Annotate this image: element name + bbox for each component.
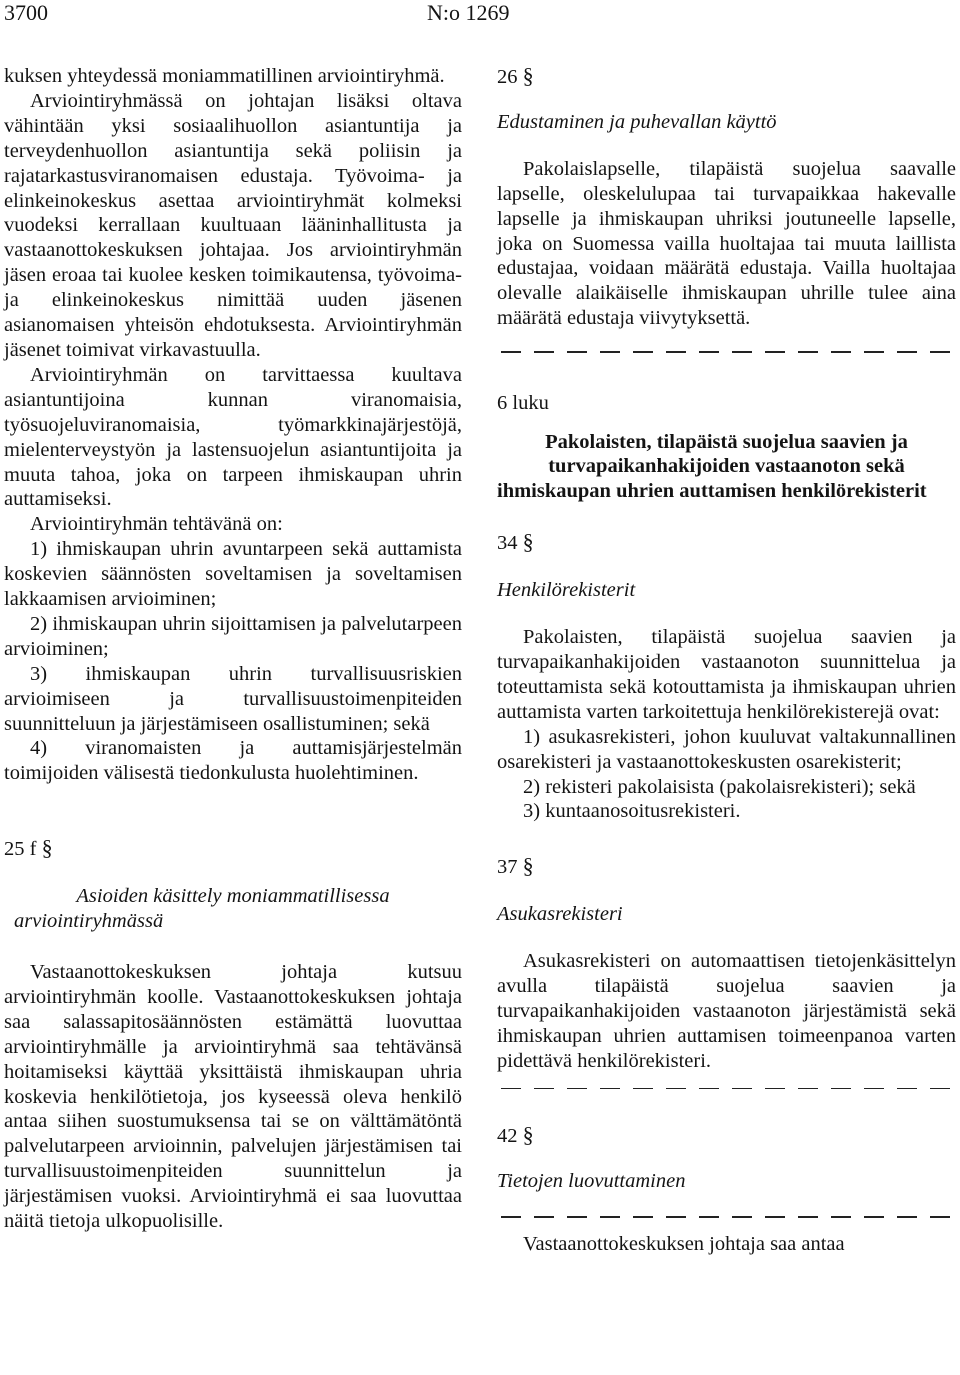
section-heading [497, 1123, 956, 1149]
list-item: 3) kuntaanosoitusrekisteri. [523, 800, 741, 823]
section-title: Henkilörekisterit [497, 579, 636, 602]
section-sign: § [522, 853, 534, 879]
section-sign: § [41, 835, 53, 861]
paragraph: Arviointiryhmässä on johtajan lisäksi oltava vähintään yksi sosiaalihuollon asiantuntija ja terveydenhuollon asiantuntija sekä poliisin ja rajatarkastusviranomaisen edustaja. Työvoima- ja elinkeinokeskus asettaa arviointiryhmät kolmeksi vuodeksi kerrallaan kuultuaan lääninhallitusta ja vastaanottokeskuksen johtajaa. Jos arviointiryhmän jäsen eroaa tai kuolee kesken toimikautensa, työvoima- ja elinkeinokeskus nimittää uuden jäsenen asianomaisen yhteisön ehdotuksesta. Arviointiryhmän jäsenet toimivat virkavastuulla. [4, 89, 462, 361]
section-title: Edustaminen ja puhevallan käyttö [497, 110, 777, 133]
section-number: 25 f [4, 838, 37, 861]
section-title: Asioiden käsittely moniammatillisessa arviointiryhmässä [14, 885, 390, 933]
chapter-title: Pakolaisten, tilapäistä suojelua saavien ja turvapaikanhakijoiden vastaanoton sekä ihmiskaupan uhrien auttamisen henkilörekisterit [497, 430, 927, 503]
paragraph: kuksen yhteydessä moniammatillinen arviointiryhmä. [4, 65, 445, 87]
list-item: 1) asukasrekisteri, johon kuuluvat valtakunnallinen osarekisteri ja vastaanottokeskusten osarekisterit; [497, 725, 956, 773]
paragraph: Vastaanottokeskuksen johtaja saa antaa [523, 1232, 845, 1255]
page-number: 3700 [4, 0, 48, 25]
section-title: Asukasrekisteri [497, 903, 623, 926]
paragraph: Vastaanottokeskuksen johtaja kutsuu arviointiryhmän koolle. Vastaanottokeskuksen johtaja saa salassapitosäännösten estämättä luovuttaa arviointiryhmälle ja arviointiryhmä saa tehtävänsä hoitamiseksi käyttää yksittäistä ihmiskaupan uhria koskevia henkilötietoja, jos kyseessä oleva henkilö antaa siihen suostumuksensa tai se on välttämätöntä palvelutarpeen arvioinnin, palvelujen järjestämisen tai turvallisuustoimenpiteiden suunnittelun ja järjestämisen vuoksi. Arviointiryhmä ei saa luovuttaa näitä tietoja ulkopuolisille. [4, 961, 462, 1233]
paragraph: Pakolaisten, tilapäistä suojelua saavien ja turvapaikanhakijoiden vastaanoton suunnittelua ja toteuttamista sekä kotouttamista ja ihmiskaupan uhrien auttamista varten tarkoitettuja henkilörekisterejä ovat: [497, 626, 956, 723]
omission-dashes [497, 1088, 956, 1090]
list-item: 1) ihmiskaupan uhrin avuntarpeen sekä auttamista koskevien säännösten soveltamisen ja soveltamisen lakkaamisen arvioiminen; [4, 538, 462, 611]
section-heading [497, 64, 956, 90]
paragraph: Pakolaislapselle, tilapäistä suojelua saavalle lapselle, oleskelulupaa tai turvapaikkaa hakevalle lapselle ja ihmiskaupan uhriksi joutuneelle lapselle, joka on Suomessa vailla huoltajaa tai muuta laillista edustajaa, voidaan määrätä edustaja. Vailla huoltajaa olevalle alaikäiselle ihmiskaupan uhrille tulee aina määrätä edustaja viivytyksettä. [497, 157, 956, 330]
paragraph: Asukasrekisteri on automaattisen tietojenkäsittelyn avulla tilapäistä suojelua saavien ja turvapaikanhakijoiden vastaanoton järjestämistä sekä ihmiskaupan uhrien auttamisen toimeenpanoa varten pidettävä henkilörekisteri. [497, 950, 956, 1072]
section-sign: § [522, 529, 534, 555]
list-item: 2) ihmiskaupan uhrin sijoittamisen ja palvelutarpeen arvioiminen; [4, 612, 462, 660]
omission-dashes [497, 351, 956, 353]
left-column [4, 64, 462, 1234]
section-number: 26 [497, 66, 518, 88]
list-item: 3) ihmiskaupan uhrin turvallisuusriskien arvioimiseen ja turvallisuustoimenpiteiden suunnitteluun ja järjestämiseen osallistuminen; sekä [4, 662, 462, 735]
section-heading [497, 530, 956, 556]
paragraph: Arviointiryhmän tehtävänä on: [30, 513, 283, 536]
omission-dashes [497, 1216, 956, 1218]
section-title: Tietojen luovuttaminen [497, 1170, 686, 1193]
right-column [497, 64, 956, 1256]
section-sign: § [522, 1122, 534, 1148]
section-heading [4, 836, 462, 862]
section-heading [497, 854, 956, 880]
section-number: 42 [497, 1125, 518, 1148]
section-number: 34 [497, 532, 518, 555]
paragraph: Arviointiryhmän on tarvittaessa kuultava asiantuntijoina kunnan viranomaisia, työsuojeluviranomaisia, työmarkkinajärjestöjä, mielenterveystyön ja lastensuojelun asiantuntijoita ja muuta tahoa, joka on tarpeen ihmiskaupan uhrin auttamiseksi. [4, 363, 462, 511]
issue-number: N:o 1269 [427, 0, 510, 25]
section-sign: § [522, 63, 534, 88]
page-header [0, 0, 960, 28]
list-item: 2) rekisteri pakolaisista (pakolaisrekisteri); sekä [523, 775, 916, 798]
chapter-number: 6 luku [497, 391, 549, 414]
list-item: 4) viranomaisten ja auttamisjärjestelmän toimijoiden välisestä tiedonkulusta huolehtiminen. [4, 737, 462, 785]
section-number: 37 [497, 856, 518, 879]
